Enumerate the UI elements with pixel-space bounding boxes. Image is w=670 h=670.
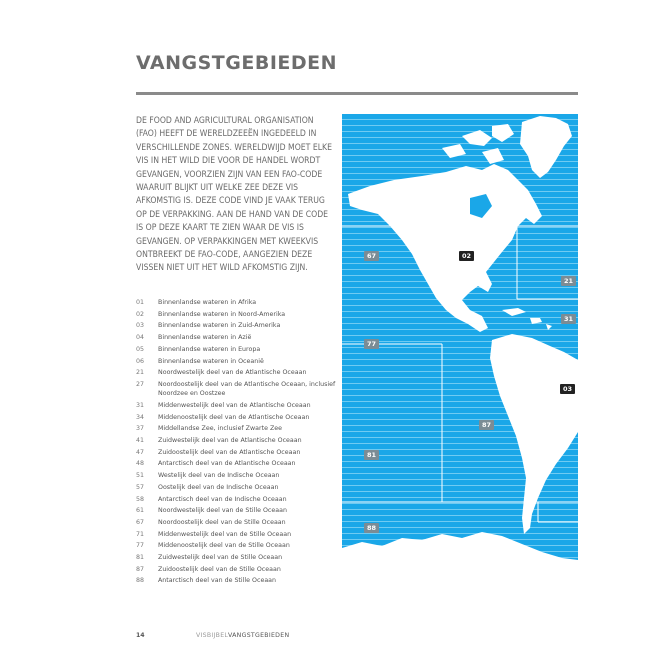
intro-paragraph: DE FOOD AND AGRICULTURAL ORGANISATION (FAO) HEEFT DE WERELDZEEËN INGEDEELD IN VERSCHILLENDE ZONES. WERELDWIJD MOET ELKE VIS IN HET WILD DIE VOOR DE HANDEL WORDT GEVANGEN, VOORZIEN ZIJN VAN EEN FAO-CODE WAARUIT BLIJKT UIT WELKE ZEE DEZE VIS AFKOMSTIG IS. DEZE CODE VIND JE VAAK TERUG OP DE VERPAKKING. AAN DE HAND VAN DE CODE IS OP DEZE KAART TE ZIEN WAAR DE VIS IS GEVANGEN. OP VERPAKKINGEN MET KWEEKVIS ONTBREEKT DE FAO-CODE, AANGEZIEN DEZE VISSEN NIET UIT HET WILD AFKOMSTIG ZIJN. [136, 116, 332, 274]
legend-code: 06 [136, 357, 145, 365]
legend-name: Noordwestelijk deel van de Stille Oceaan [158, 507, 287, 515]
legend-item [136, 552, 346, 564]
legend-item [136, 332, 346, 344]
legend-name: Noordwestelijk deel van de Atlantische Oceaan [158, 369, 307, 377]
zone-legend [136, 297, 346, 587]
legend-code: 61 [136, 507, 145, 515]
legend-name: Binnenlandse wateren in Oceanië [158, 357, 264, 365]
legend-item [136, 447, 346, 459]
legend-item [136, 458, 346, 470]
legend-code: 27 [136, 381, 145, 389]
legend-item [136, 470, 346, 482]
legend-name: Binnenlandse wateren in Noord-Amerika [158, 310, 286, 318]
legend-code: 77 [136, 542, 145, 550]
legend-item [136, 575, 346, 587]
legend-item [136, 400, 346, 412]
legend-code: 34 [136, 413, 145, 421]
legend-name: Binnenlandse wateren in Afrika [158, 299, 257, 306]
zone-badge-77: 77 [364, 339, 379, 349]
legend-name: Antarctisch deel van de Atlantische Oceaan [158, 460, 296, 468]
zone-badge-21: 21 [561, 276, 576, 286]
legend-code: 31 [136, 401, 145, 409]
legend-item [136, 529, 346, 541]
legend-item [136, 356, 346, 368]
legend-item [136, 564, 346, 576]
legend-name: Middellandse Zee, inclusief Zwarte Zee [158, 425, 283, 433]
legend-name: Antarctisch deel van de Indische Oceaan [158, 495, 287, 503]
legend-name: Westelijk deel van de Indische Oceaan [158, 472, 280, 480]
legend-item [136, 494, 346, 506]
legend-name: Binnenlandse wateren in Europa [158, 345, 261, 353]
page-title: VANGSTGEBIEDEN [136, 52, 338, 74]
legend-item [136, 517, 346, 529]
legend-item [136, 505, 346, 517]
legend-name: Oostelijk deel van de Indische Oceaan [158, 483, 279, 491]
legend-code: 67 [136, 518, 145, 526]
book-title: VISBIJBEL [196, 632, 229, 639]
zone-badge-02: 02 [459, 251, 474, 261]
zone-badge-31: 31 [561, 314, 576, 324]
legend-item [136, 412, 346, 424]
legend-item [136, 379, 346, 400]
zone-badge-67: 67 [364, 251, 379, 261]
zone-badge-03: 03 [560, 384, 575, 394]
fao-zone-map [342, 114, 578, 564]
zone-badge-88: 88 [364, 523, 379, 533]
legend-code: 01 [136, 299, 145, 306]
legend-name: Zuidoostelijk deel van de Atlantische Oceaan [158, 448, 301, 456]
legend-code: 58 [136, 495, 145, 503]
legend-name: Middenwestelijk deel van de Stille Oceaan [158, 530, 292, 538]
legend-code: 57 [136, 483, 145, 491]
legend-code: 51 [136, 472, 145, 480]
legend-item [136, 297, 346, 309]
legend-code: 03 [136, 322, 145, 330]
legend-item [136, 435, 346, 447]
legend-code: 71 [136, 530, 145, 538]
page-number: 14 [136, 632, 145, 639]
zone-badge-81: 81 [364, 450, 379, 460]
legend-code: 21 [136, 369, 145, 377]
legend-code: 48 [136, 460, 145, 468]
legend-code: 87 [136, 565, 145, 573]
legend-code: 02 [136, 310, 145, 318]
legend-name: Middenoostelijk deel van de Stille Oceaan [158, 542, 290, 550]
legend-item [136, 309, 346, 321]
legend-name: Binnenlandse wateren in Azië [158, 334, 252, 342]
legend-name: Middenwestelijk deel van de Atlantische Oceaan [158, 401, 311, 409]
legend-name: Middenoostelijk deel van de Atlantische Oceaan [158, 413, 310, 421]
legend-name: Noordoostelijk deel van de Stille Oceaan [158, 518, 286, 526]
legend-name: Antarctisch deel van de Stille Oceaan [158, 577, 277, 585]
legend-item [136, 344, 346, 356]
legend-item [136, 540, 346, 552]
legend-name: Noordoostelijk deel van de Atlantische Oceaan, inclusief Noordzee en Oostzee [158, 381, 336, 398]
legend-code: 41 [136, 437, 145, 445]
legend-item [136, 367, 346, 379]
legend-code: 37 [136, 425, 145, 433]
legend-name: Binnenlandse wateren in Zuid-Amerika [158, 322, 281, 330]
legend-code: 81 [136, 554, 145, 562]
legend-code: 47 [136, 448, 145, 456]
legend-code: 04 [136, 334, 145, 342]
legend-name: Zuidoostelijk deel van de Stille Oceaan [158, 565, 281, 573]
legend-item [136, 423, 346, 435]
legend-code: 88 [136, 577, 145, 585]
section-title: VANGSTGEBIEDEN [228, 632, 290, 639]
title-rule [136, 92, 578, 95]
legend-code: 05 [136, 345, 145, 353]
zone-badge-87: 87 [479, 420, 494, 430]
legend-name: Zuidwestelijk deel van de Atlantische Oceaan [158, 437, 302, 445]
legend-item [136, 482, 346, 494]
legend-name: Zuidwestelijk deel van de Stille Oceaan [158, 554, 283, 562]
legend-item [136, 320, 346, 332]
